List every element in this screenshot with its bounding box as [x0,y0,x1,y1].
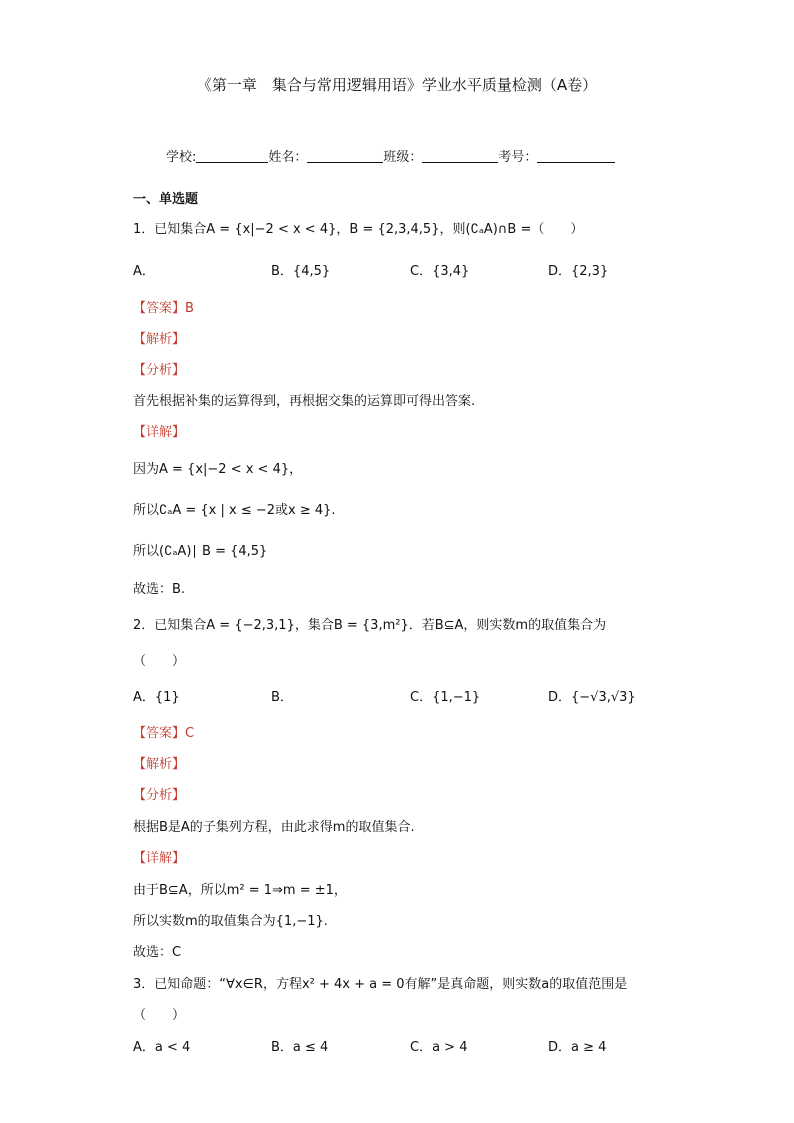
answer-label: 【答案】 [133,726,186,741]
q1-fenxi-text: 首先根据补集的运算得到，再根据交集的运算即可得出答案. [133,394,476,409]
school-label: 学校: [166,150,197,165]
number-label: 考号： [498,150,538,165]
q2-fenxi-text: 根据B是A的子集列方程，由此求得m的取值集合. [133,820,415,835]
q3-option-a: A．a < 4 [133,1040,191,1055]
class-label: 班级： [383,150,423,165]
page-title: 《第一章 集合与常用逻辑用语》学业水平质量检测（A卷） [196,76,598,94]
q2-detail-line-2: 所以实数m的取值集合为{1,−1}. [133,914,328,929]
q3-option-d: D．a ≥ 4 [548,1040,607,1055]
q2-detail-label: 【详解】 [133,851,186,866]
q1-answer [133,297,194,316]
q1-detail-label: 【详解】 [133,425,186,440]
question-2-stem-paren: （ ） [133,654,186,669]
q2-detail-line-3: 故选：C [133,945,182,960]
q1-option-a: A． [133,264,155,279]
school-blank [196,148,268,163]
q1-option-b: B．{4,5} [271,264,331,279]
q2-option-a: A．{1} [133,690,180,705]
question-1-stem: 1．已知集合A = {x|−2 < x < 4}，B = {2,3,4,5}，则(∁ₐA)∩B =（ ） [133,222,584,237]
q2-fenxi-label: 【分析】 [133,788,186,803]
class-blank [422,148,498,163]
q2-analysis-label: 【解析】 [133,757,186,772]
question-3-stem-paren: （ ） [133,1008,186,1023]
answer-value: C [185,726,195,741]
student-info-line [166,146,615,165]
q1-detail-line-1: 因为A = {x|−2 < x < 4}， [133,462,303,477]
answer-label: 【答案】 [133,301,186,316]
q3-option-c: C．a > 4 [410,1040,468,1055]
q1-option-d: D．{2,3} [548,264,609,279]
name-blank [307,148,383,163]
q2-detail-line-1: 由于B⊆A，所以m² = 1⇒m = ±1， [133,883,347,898]
question-2-stem: 2．已知集合A = {−2,3,1}，集合B = {3,m²}．若B⊆A，则实数m的取值集合为 [133,618,607,633]
name-label: 姓名： [268,150,308,165]
section-heading: 一、单选题 [133,192,199,207]
q1-detail-line-3: 所以(∁ₐA)∣ B = {4,5} [133,544,268,559]
q2-option-b: B． [271,690,293,705]
number-blank [537,148,615,163]
q2-option-d: D．{−√3,√3} [548,690,636,705]
question-3-stem: 3．已知命题：“∀x∈R，方程x² + 4x + a = 0有解”是真命题，则实数a的取值范围是 [133,977,628,992]
q1-fenxi-label: 【分析】 [133,363,186,378]
q1-option-c: C．{3,4} [410,264,470,279]
answer-value: B [185,301,194,316]
q2-option-c: C．{1,−1} [410,690,481,705]
q2-answer [133,722,194,741]
q1-detail-line-2: 所以∁ₐA = {x | x ≤ −2或x ≥ 4}. [133,503,336,518]
q3-option-b: B．a ≤ 4 [271,1040,329,1055]
q1-detail-line-4: 故选：B. [133,582,186,597]
q1-analysis-label: 【解析】 [133,332,186,347]
